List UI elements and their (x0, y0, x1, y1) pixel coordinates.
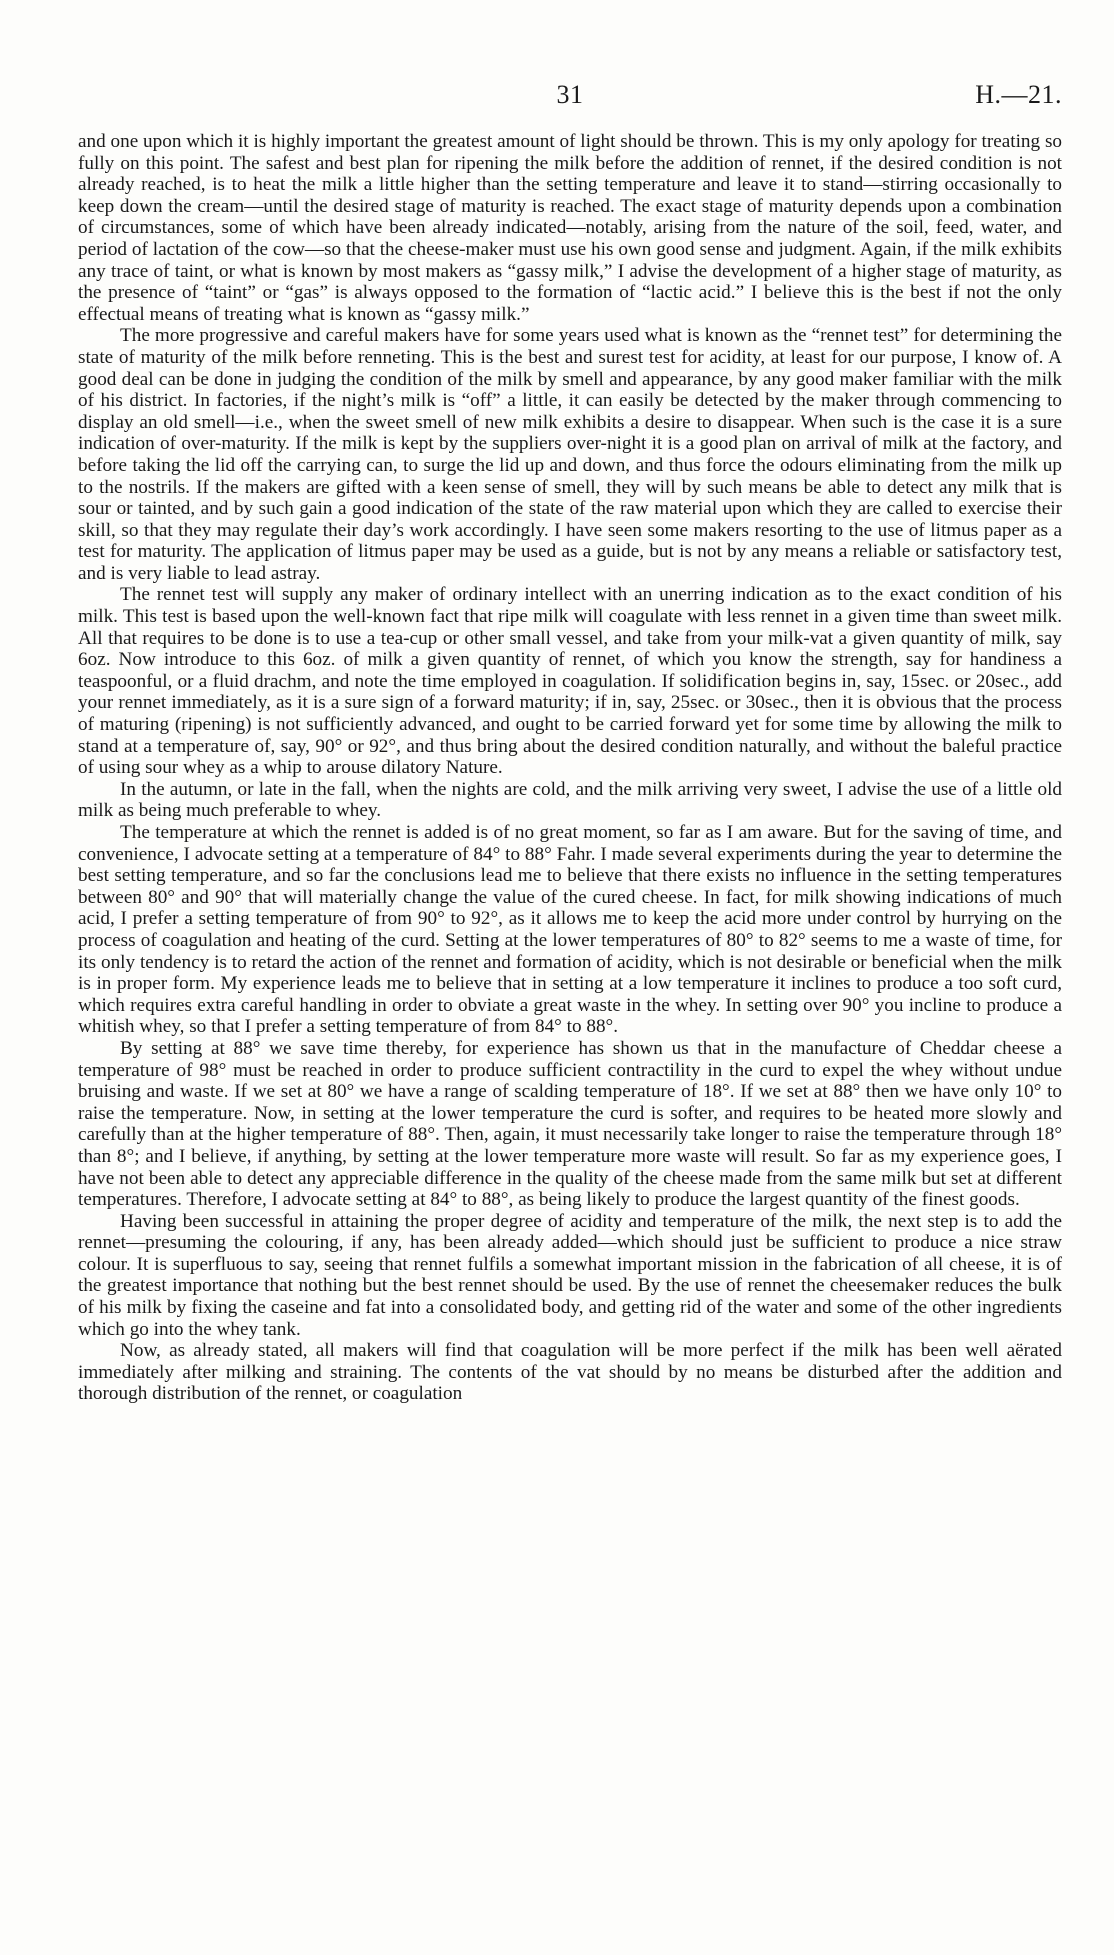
paragraph: The rennet test will supply any maker of ordinary intellect with an unerring indication as to the exact condition of his milk. This test is based upon the well-known fact that ripe milk will coagulate with less rennet in a given time than sweet milk. All that requires to be done is to use a tea-cup or other small vessel, and take from your milk-vat a given quantity of milk, say 6oz. Now introduce to this 6oz. of milk a given quantity of rennet, of which you know the strength, say for handiness a teaspoonful, or a fluid drachm, and note the time employed in coagulation. If solidification begins in, say, 15sec. or 20sec., add your rennet immediately, as it is a sure sign of a forward maturity; if in, say, 25sec. or 30sec., then it is obvious that the process of maturing (ripening) is not sufficiently advanced, and ought to be carried forward yet for some time by allowing the milk to stand at a temperature of, say, 90° or 92°, and thus bring about the desired condition naturally, and without the baleful practice of using sour whey as a whip to arouse dilatory Nature. (78, 584, 1062, 779)
paragraph: The more progressive and careful makers have for some years used what is known as the “rennet test” for determining the state of maturity of the milk before renneting. This is the best and surest test for acidity, at least for our purpose, I know of. A good deal can be done in judging the condition of the milk by smell and appearance, by any good maker familiar with the milk of his district. In factories, if the night’s milk is “off” a little, it can easily be detected by the maker through commencing to display an old smell—i.e., when the sweet smell of new milk exhibits a desire to disappear. When such is the case it is a sure indication of over-maturity. If the milk is kept by the suppliers over-night it is a good plan on arrival of milk at the factory, and before taking the lid off the carrying can, to surge the lid up and down, and thus force the odours eliminating from the milk up to the nostrils. If the makers are gifted with a keen sense of smell, they will by such means be able to detect any milk that is sour or tainted, and by such gain a good indication of the state of the raw material upon which they are called to exercise their skill, so that they may regulate their day’s work accordingly. I have seen some makers resorting to the use of litmus paper as a test for maturity. The application of litmus paper may be used as a guide, but is not by any means a reliable or satisfactory test, and is very liable to lead astray. (78, 325, 1062, 584)
document-reference: H.—21. (975, 80, 1062, 109)
paragraph: Having been successful in attaining the proper degree of acidity and temperature of the milk, the next step is to add the rennet—presuming the colouring, if any, has been already added—which should just be sufficient to produce a nice straw colour. It is superfluous to say, seeing that rennet fulfils a somewhat important mission in the fabrication of all cheese, it is of the greatest importance that nothing but the best rennet should be used. By the use of rennet the cheesemaker reduces the bulk of his milk by fixing the caseine and fat into a consolidated body, and getting rid of the water and some of the other ingredients which go into the whey tank. (78, 1210, 1062, 1340)
paragraph: and one upon which it is highly important the greatest amount of light should be thrown. This is my only apology for treating so fully on this point. The safest and best plan for ripening the milk before the addition of rennet, if the desired condition is not already reached, is to heat the milk a little higher than the setting temperature and leave it to stand—stirring occasionally to keep down the cream—until the desired stage of maturity is reached. The exact stage of maturity depends upon a combination of circumstances, some of which have been already indicated—notably, arising from the nature of the soil, feed, water, and period of lactation of the cow—so that the cheese-maker must use his own good sense and judgment. Again, if the milk exhibits any trace of taint, or what is known by most makers as “gassy milk,” I advise the development of a higher stage of maturity, as the presence of “taint” or “gas” is always opposed to the formation of “lactic acid.” I believe this is the best if not the only effectual means of treating what is known as “gassy milk.” (78, 131, 1062, 325)
paragraph: In the autumn, or late in the fall, when the nights are cold, and the milk arriving very sweet, I advise the use of a little old milk as being much preferable to whey. (78, 778, 1062, 822)
paragraph: The temperature at which the rennet is added is of no great moment, so far as I am aware. But for the saving of time, and convenience, I advocate setting at a temperature of 84° to 88° Fahr. I made several experiments during the year to determine the best setting temperature, and so far the conclusions lead me to believe that there exists no influence in the setting temperatures between 80° and 90° that will materially change the value of the cured cheese. In fact, for milk showing indications of much acid, I prefer a setting temperature of from 90° to 92°, as it allows me to keep the acid more under control by hurrying on the process of coagulation and heating of the curd. Setting at the lower temperatures of 80° to 82° seems to me a waste of time, for its only tendency is to retard the action of the rennet and formation of acidity, which is not desirable or beneficial when the milk is in proper form. My experience leads me to believe that in setting at a low temperature it inclines to produce a too soft curd, which requires extra careful handling in order to obviate a great waste in the whey. In setting over 90° you incline to produce a whitish whey, so that I prefer a setting temperature of from 84° to 88°. (78, 822, 1062, 1038)
page-number: 31 (556, 80, 584, 109)
paragraph: Now, as already stated, all makers will find that coagulation will be more perfect if the milk has been well aërated immediately after milking and straining. The contents of the vat should by no means be disturbed after the addition and thorough distribution of the rennet, or coagulation (78, 1340, 1062, 1405)
paragraph: By setting at 88° we save time thereby, for experience has shown us that in the manufacture of Cheddar cheese a temperature of 98° must be reached in order to produce sufficient contractility in the curd to expel the whey without undue bruising and waste. If we set at 80° we have a range of scalding temperature of 18°. If we set at 88° then we have only 10° to raise the temperature. Now, in setting at the lower temperature the curd is softer, and requires to be heated more slowly and carefully than at the higher temperature of 88°. Then, again, it must necessarily take longer to raise the temperature through 18° than 8°; and I believe, if anything, by setting at the lower temperature more waste will result. So far as my experience goes, I have not been able to detect any appreciable difference in the quality of the cheese made from the same milk but set at different temperatures. Therefore, I advocate setting at 84° to 88°, as being likely to produce the largest quantity of the finest goods. (78, 1037, 1062, 1211)
body-text (78, 131, 1062, 1405)
page-header (78, 80, 1062, 120)
